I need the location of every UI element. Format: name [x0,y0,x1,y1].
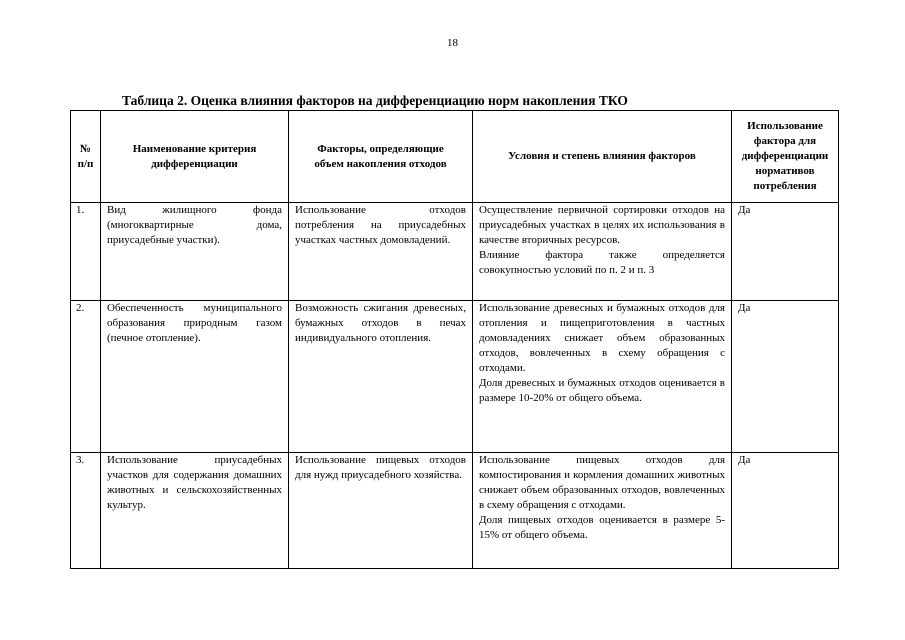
table-row [71,301,839,453]
conditions-cell: Использование древесных и бумажных отходов для отопления и пищеприготовления в частных домовладениях снижает объем образованных отходов, вовлеченных в схему обращения с отходами. Доля древесных и бумажных отходов оценивается в размере 10-20% от общего объема. [473,301,732,453]
criterion-cell: Вид жилищного фонда (многоквартирные дома, приусадебные участки). [101,203,289,301]
table-row [71,453,839,569]
header-num: № п/п [71,111,101,203]
page-number: 18 [447,37,458,49]
factors-table [70,110,839,569]
factors-cell: Возможность сжигания древесных, бумажных отходов в печах индивидуального отопления. [289,301,473,453]
header-usage: Использование фактора для дифференциации нормативов потребления [732,111,839,203]
header-criterion: Наименование критерия дифференциации [101,111,289,203]
header-factors: Факторы, определяющие объем накопления отходов [289,111,473,203]
criterion-cell: Использование приусадебных участков для содержания домашних животных и сельскохозяйственных культур. [101,453,289,569]
factors-cell: Использование отходов потребления на приусадебных участках частных домовладений. [289,203,473,301]
row-number: 2. [71,301,101,453]
header-conditions: Условия и степень влияния факторов [473,111,732,203]
conditions-cell: Использование пищевых отходов для компостирования и кормления домашних животных снижает объем образованных отходов, вовлеченных в схему обращения с отходами. Доля пищевых отходов оценивается в размере 5-15% от общего объема. [473,453,732,569]
table-row [71,203,839,301]
usage-cell: Да [732,203,839,301]
usage-cell: Да [732,453,839,569]
header-row [71,111,839,203]
factors-cell: Использование пищевых отходов для нужд приусадебного хозяйства. [289,453,473,569]
usage-cell: Да [732,301,839,453]
criterion-cell: Обеспеченность муниципального образования природным газом (печное отопление). [101,301,289,453]
row-number: 3. [71,453,101,569]
conditions-cell: Осуществление первичной сортировки отходов на приусадебных участках в целях их использования в качестве вторичных ресурсов. Влияние фактора также определяется совокупностью условий по п. 2 и п. 3 [473,203,732,301]
table-title: Таблица 2. Оценка влияния факторов на дифференциацию норм накопления ТКО [122,93,628,108]
row-number: 1. [71,203,101,301]
